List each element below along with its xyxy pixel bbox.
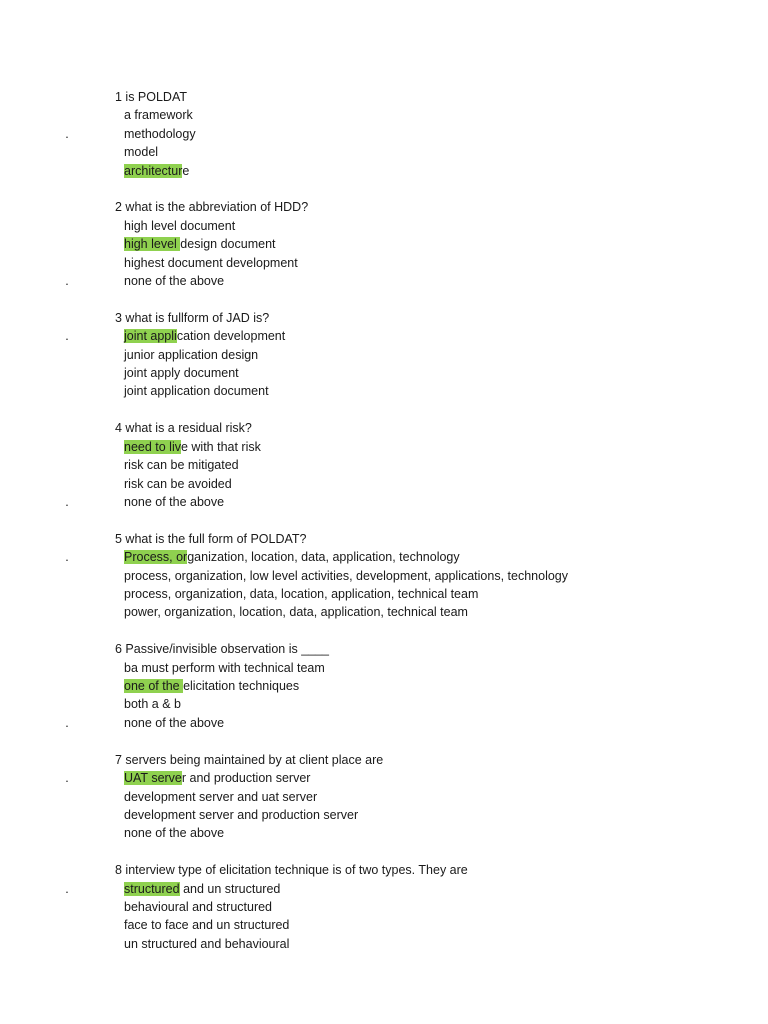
answer-option [124, 695, 768, 713]
margin-dot: . [65, 715, 69, 730]
question-text: 4 what is a residual risk? [115, 421, 252, 436]
answer-option [124, 806, 768, 824]
question-text: 5 what is the full form of POLDAT? [115, 531, 307, 546]
answer-option [124, 106, 768, 124]
answer-option [65, 769, 768, 787]
answer-option [65, 880, 768, 898]
answer-highlight: architectur [124, 163, 183, 178]
answer-text: ba must perform with technical team [124, 660, 325, 675]
answer-highlight: joint appli [124, 329, 177, 344]
answer-option [65, 493, 768, 511]
answer-highlight: one of the [124, 679, 184, 694]
answer-option [124, 162, 768, 180]
answer-option [124, 935, 768, 953]
question-block [0, 309, 768, 401]
answer-text: high level document [124, 218, 236, 233]
quiz-document [0, 88, 768, 972]
margin-dot: . [65, 329, 69, 344]
answer-text: design document [180, 237, 276, 252]
question-block [0, 751, 768, 843]
question-block [0, 861, 768, 953]
question-block [0, 419, 768, 511]
question-text: 7 servers being maintained by at client place are [115, 752, 384, 767]
answer-text: both a & b [124, 697, 181, 712]
answer-text: power, organization, location, data, application, technical team [124, 605, 468, 620]
answer-option [65, 125, 768, 143]
answer-text: none of the above [124, 274, 225, 289]
answer-text: joint apply document [124, 366, 239, 381]
answer-option [124, 346, 768, 364]
answer-option [124, 456, 768, 474]
answer-text: face to face and un structured [124, 918, 290, 933]
answer-highlight: need to liv [124, 439, 181, 454]
answer-text: process, organization, low level activities, development, applications, technology [124, 568, 568, 583]
answer-text: a framework [124, 108, 193, 123]
answer-text: process, organization, data, location, application, technical team [124, 586, 479, 601]
answer-option [124, 382, 768, 400]
answer-option [124, 438, 768, 456]
answer-option [124, 254, 768, 272]
margin-dot: . [65, 771, 69, 786]
answer-text: cation development [176, 329, 286, 344]
answer-text: behavioural and structured [124, 899, 273, 914]
answer-text: development server and uat server [124, 789, 318, 804]
answer-text: e [182, 163, 190, 178]
answer-option [124, 585, 768, 603]
answer-option [124, 916, 768, 934]
answer-highlight: high level [124, 237, 181, 252]
answer-option [65, 272, 768, 290]
answer-option [124, 677, 768, 695]
answer-text: ganization, location, data, application, technology [187, 550, 460, 565]
answer-text: un structured and behavioural [124, 936, 290, 951]
answer-text: junior application design [124, 347, 259, 362]
answer-text: none of the above [124, 715, 225, 730]
question-text: 2 what is the abbreviation of HDD? [115, 200, 309, 215]
answer-option [124, 898, 768, 916]
answer-text: model [124, 145, 159, 160]
answer-option [124, 217, 768, 235]
answer-text: methodology [124, 126, 196, 141]
margin-dot: . [65, 494, 69, 509]
answer-option [124, 824, 768, 842]
question-text: 6 Passive/invisible observation is ____ [115, 642, 330, 657]
question-text: 8 interview type of elicitation technique is of two types. They are [115, 863, 468, 878]
question-block [0, 88, 768, 180]
margin-dot: . [65, 881, 69, 896]
answer-option [124, 475, 768, 493]
answer-option [65, 714, 768, 732]
answer-text: elicitation techniques [183, 679, 300, 694]
answer-text: development server and production server [124, 807, 359, 822]
answer-text: risk can be mitigated [124, 458, 239, 473]
answer-option [124, 567, 768, 585]
answer-text: r and production server [181, 771, 311, 786]
answer-text: none of the above [124, 826, 225, 841]
margin-dot: . [65, 550, 69, 565]
answer-text: joint application document [124, 384, 269, 399]
margin-dot: . [65, 126, 69, 141]
question-text: 1 is POLDAT [115, 90, 188, 104]
answer-text: none of the above [124, 494, 225, 509]
answer-highlight: Process, or [124, 550, 188, 565]
question-block [0, 640, 768, 732]
question-block [0, 198, 768, 290]
answer-option [124, 143, 768, 161]
answer-text: risk can be avoided [124, 476, 232, 491]
question-block [0, 530, 768, 622]
answer-option [124, 603, 768, 621]
margin-dot: . [65, 274, 69, 289]
answer-text: and un structured [179, 881, 281, 896]
answer-highlight: UAT serve [124, 771, 182, 786]
answer-option [124, 659, 768, 677]
answer-option [65, 548, 768, 566]
answer-option [65, 327, 768, 345]
question-text: 3 what is fullform of JAD is? [115, 310, 270, 325]
answer-text: highest document development [124, 255, 298, 270]
answer-option [124, 364, 768, 382]
answer-option [124, 788, 768, 806]
answer-text: e with that risk [180, 439, 261, 454]
answer-highlight: structured [124, 881, 180, 896]
answer-option [124, 235, 768, 253]
